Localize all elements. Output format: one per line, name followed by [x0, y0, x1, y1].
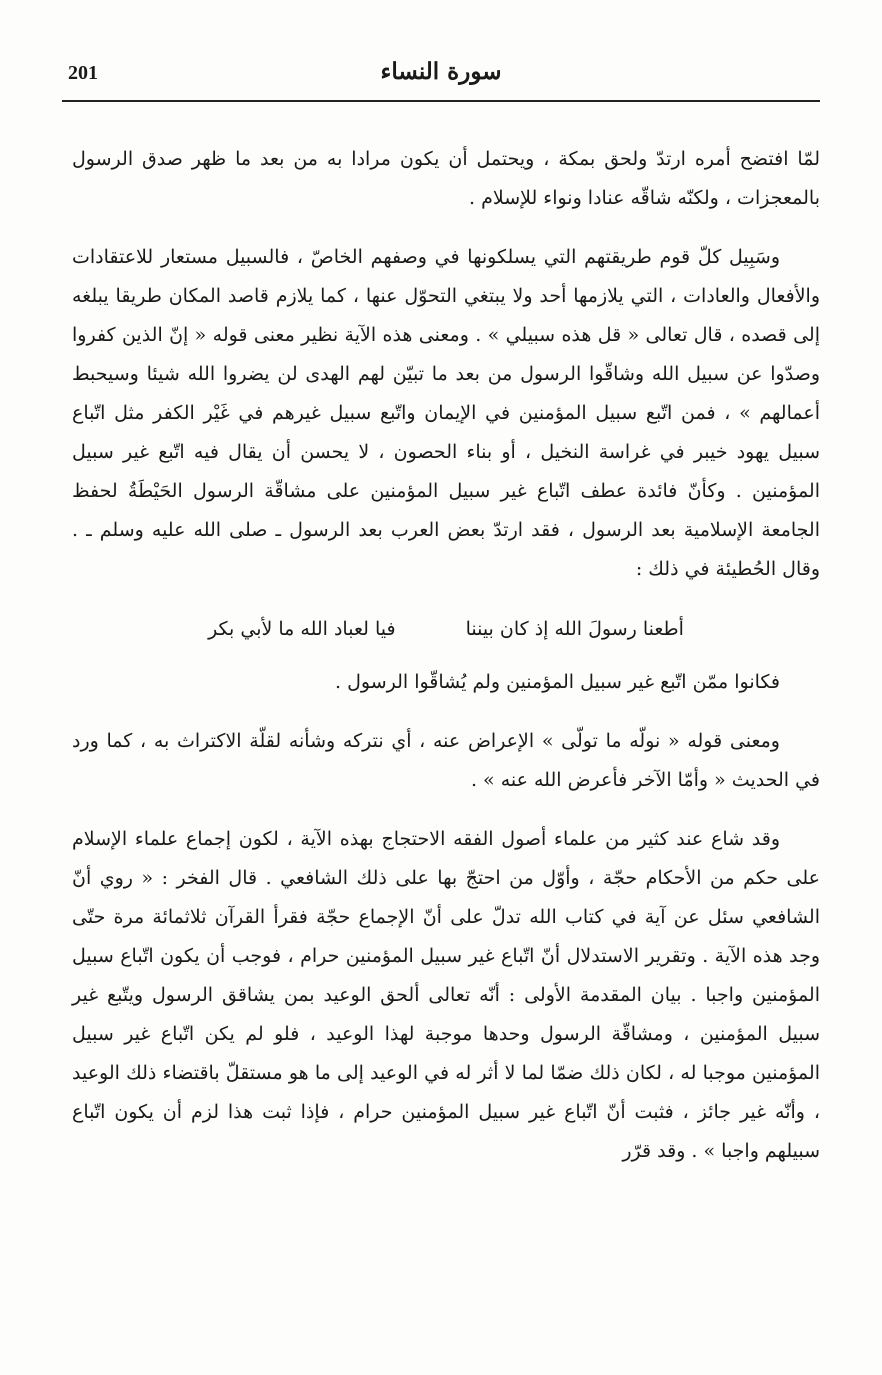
page-header	[62, 58, 820, 94]
paragraph: وسَبِيل كلّ قوم طريقتهم التي يسلكونها في وصفهم الخاصّ ، فالسبيل مستعار للاعتقادات والأفعال والعادات ، التي يلازمها أحد ولا يبتغي التحوّل عنها ، كما يلازم قاصد المكان طريقا يبلغه إلى قصده ، قال تعالى « قل هذه سبيلي » . ومعنى هذه الآية نظير معنى قوله « إنّ الذين كفروا وصدّوا عن سبيل الله وشاقّوا الرسول من بعد ما تبيّن لهم الهدى لن يضروا الله شيئا وسيحبط أعمالهم » ، فمن اتّبع سبيل المؤمنين في الإيمان واتّبع سبيل غيرهم في غَيْر الكفر مثل اتّباع سبيل يهود خيبر في غراسة النخيل ، أو بناء الحصون ، لا يحسن أن يقال فيه اتّبع غير سبيل المؤمنين . وكأنّ فائدة عطف اتّباع غير سبيل المؤمنين على مشاقّة الرسول الحَيْطَةُ لحفظ الجامعة الإسلامية بعد الرسول ، فقد ارتدّ بعض العرب بعد الرسول ـ صلى الله عليه وسلم ـ . وقال الحُطيئة في ذلك :	[72, 246, 820, 580]
page-body	[72, 140, 820, 1191]
paragraph: وقد شاع عند كثير من علماء أصول الفقه الاحتجاج بهذه الآية ، لكون إجماع علماء الإسلام على حكم من الأحكام حجّة ، وأوّل من احتجّ بها على ذلك الشافعي . قال الفخر : « روي أنّ الشافعي سئل عن آية في كتاب الله تدلّ على أنّ الإجماع حجّة فقرأ القرآن ثلاثمائة مرة حتّى وجد هذه الآية . وتقرير الاستدلال أنّ اتّباع غير سبيل المؤمنين حرام ، فوجب أن يكون اتّباع سبيل المؤمنين واجبا . بيان المقدمة الأولى : أنّه تعالى ألحق الوعيد بمن يشاقق الرسول ويتّبع غير سبيل المؤمنين ، ومشاقّة الرسول وحدها موجبة لهذا الوعيد ، فلو لم يكن اتّباع غير سبيل المؤمنين موجبا له ، لكان ذلك ضمّا لما لا أثر له في الوعيد إلى ما هو مستقلّ باقتضاء ذلك الوعيد ، وأنّه غير جائز ، فثبت أنّ اتّباع غير سبيل المؤمنين حرام ، فإذا ثبت هذا لزم أن يكون اتّباع سبيلهم واجبا » . وقد قرّر	[72, 828, 820, 1162]
poetry-verse	[72, 609, 820, 649]
paragraph: لمّا افتضح أمره ارتدّ ولحق بمكة ، ويحتمل أن يكون مرادا به من بعد ما ظهر صدق الرسول بالمعجزات ، ولكنّه شاقّه عنادا ونواء للإسلام .	[72, 148, 820, 209]
verse-hemistich: أطعنا رسولَ الله إذ كان بيننا	[465, 618, 684, 640]
page-number: 201	[68, 62, 98, 84]
paragraph: فكانوا ممّن اتّبع غير سبيل المؤمنين ولم يُشاقّوا الرسول .	[335, 671, 780, 693]
paragraph: ومعنى قوله « نولّه ما تولّى » الإعراض عنه ، أي نتركه وشأنه لقلّة الاكتراث به ، كما ورد في الحديث « وأمّا الآخر فأعرض الله عنه » .	[72, 730, 820, 791]
header-rule	[62, 100, 820, 102]
verse-hemistich: فيا لعباد الله ما لأبي بكر	[208, 618, 396, 640]
running-title: سورة النساء	[380, 58, 502, 85]
